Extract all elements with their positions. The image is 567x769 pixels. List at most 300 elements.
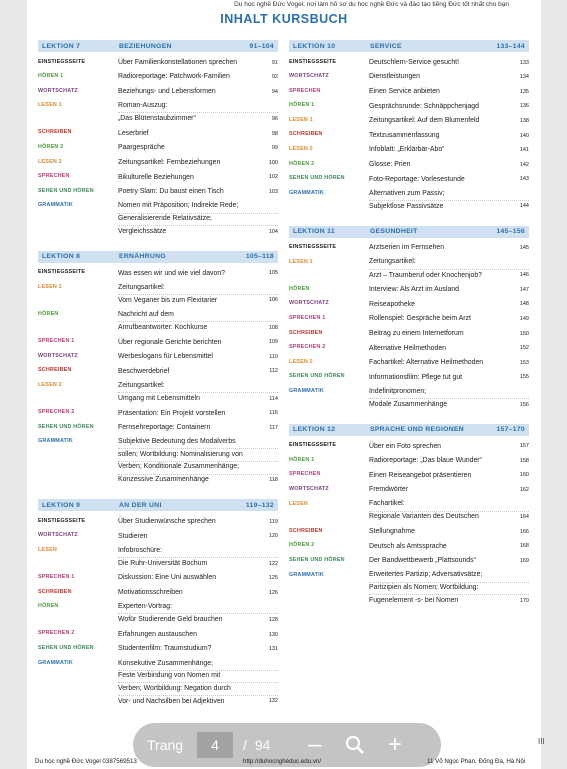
entry-text xyxy=(118,55,278,70)
toc-entry[interactable] xyxy=(289,282,529,297)
entry-line xyxy=(118,201,278,214)
entry-page-number: 149 xyxy=(519,316,529,323)
entry-skill-label: SCHREIBEN xyxy=(38,367,72,374)
toc-entry[interactable] xyxy=(38,170,278,185)
entry-title: Regionale Varianten des Deutschen xyxy=(369,513,479,521)
entry-page-number: 133 xyxy=(519,59,529,66)
entry-line xyxy=(118,101,278,114)
entry-skill-label: LESEN 1 xyxy=(38,102,62,109)
entry-skill-label: SEHEN UND HÖREN xyxy=(289,556,345,563)
entry-skill-label: LESEN 2 xyxy=(38,158,62,165)
entry-title: Beitrag zu einem Internetforum xyxy=(369,329,464,337)
footer-address: 11 Võ Ngọc Phan, Đống Đa, Hà Nội xyxy=(427,758,526,765)
toc-entry[interactable] xyxy=(289,341,529,356)
toc-entry[interactable] xyxy=(289,539,529,554)
entry-title: Nachricht auf dem xyxy=(118,310,174,318)
lesson-theme: AN DER UNI xyxy=(119,501,162,509)
entry-page-number: 146 xyxy=(519,272,529,279)
entry-text xyxy=(369,341,529,356)
entry-text xyxy=(118,184,278,199)
entry-skill-label: SCHREIBEN xyxy=(289,329,323,336)
entry-title: Umgang mit Lebensmitteln xyxy=(118,394,200,402)
lesson-block xyxy=(38,251,278,488)
entry-page-number: 143 xyxy=(519,176,529,183)
entry-page-number: 118 xyxy=(269,477,278,484)
entry-line xyxy=(118,408,278,421)
entry-title: Präsentation: Ein Projekt vorstellen xyxy=(118,409,226,417)
toc-entry[interactable] xyxy=(38,155,278,170)
entry-text xyxy=(118,280,278,307)
entry-skill-label: HÖREN 1 xyxy=(289,456,315,463)
entry-line xyxy=(369,512,529,525)
entry-skill-label: GRAMMATIK xyxy=(289,387,324,394)
entry-page-number: 141 xyxy=(519,147,529,154)
entry-title: „Das Blütenstaubzimmer“ xyxy=(118,115,196,123)
entry-page-number: 94 xyxy=(271,88,278,95)
toc-entry[interactable] xyxy=(289,143,529,158)
toc-entry[interactable] xyxy=(38,99,278,126)
toc-entry[interactable] xyxy=(289,482,529,497)
entry-line xyxy=(118,86,278,99)
entry-text xyxy=(118,99,278,126)
entry-title: Deutsch als Amtssprache xyxy=(369,542,447,550)
entry-line xyxy=(118,72,278,85)
entry-title: Glosse: Prien xyxy=(369,161,411,168)
entry-text xyxy=(118,435,278,487)
entry-title: Infobroschüre: xyxy=(118,546,163,554)
entry-skill-label: GRAMMATIK xyxy=(38,438,73,445)
entry-skill-label: SPRECHEN xyxy=(38,173,70,180)
entry-text xyxy=(369,468,529,483)
entry-line xyxy=(369,299,529,312)
entry-page-number: 140 xyxy=(519,132,529,139)
lesson-page-range: 157–170 xyxy=(496,426,525,434)
entry-line xyxy=(118,437,278,450)
entry-title: Gesprächsrunde: Schnäppchenjagd xyxy=(369,102,479,110)
entry-title: Infoblatt: „Erklärbär-Abo“ xyxy=(369,146,445,154)
entry-title: Rollenspiel: Gespräche beim Arzt xyxy=(369,315,471,323)
lesson-entries xyxy=(289,55,529,214)
toc-entry[interactable] xyxy=(38,280,278,307)
entry-skill-label: LESEN 2 xyxy=(38,381,62,388)
entry-skill-label: SPRECHEN 1 xyxy=(38,338,75,345)
entry-line xyxy=(369,243,529,256)
entry-page-number: 114 xyxy=(269,395,278,402)
toc-entry[interactable] xyxy=(38,84,278,99)
entry-line xyxy=(369,328,529,341)
entry-skill-label: LESEN xyxy=(38,546,57,553)
entry-line xyxy=(369,595,529,608)
toc-entry[interactable] xyxy=(289,568,529,608)
entry-title: Werbeslogans für Lebensmittel xyxy=(118,353,213,361)
entry-text xyxy=(118,585,278,600)
entry-text xyxy=(118,349,278,364)
entry-text xyxy=(118,84,278,99)
entry-page-number: 120 xyxy=(268,533,278,540)
entry-line xyxy=(369,86,529,99)
entry-line xyxy=(369,484,529,497)
toc-entry[interactable] xyxy=(289,370,529,385)
entry-title: Einen Reiseangebot präsentieren xyxy=(369,471,472,479)
toc-entry[interactable] xyxy=(289,326,529,341)
entry-skill-label: SPRECHEN 1 xyxy=(289,315,326,321)
document-page xyxy=(27,0,541,769)
entry-page-number: 104 xyxy=(268,228,278,235)
entry-line xyxy=(118,128,278,141)
toc-entry[interactable] xyxy=(289,55,529,70)
entry-title: Roman-Auszug: xyxy=(118,102,168,110)
entry-page-number: 103 xyxy=(268,188,278,195)
toc-entry[interactable] xyxy=(38,600,278,627)
toc-entry[interactable] xyxy=(289,384,529,411)
toc-entry[interactable] xyxy=(38,266,278,281)
entry-title: Über ein Foto sprechen xyxy=(369,442,442,450)
entry-title: Der Bandwettbewerb „Plattsounds“ xyxy=(369,557,476,565)
entry-text xyxy=(369,113,529,128)
entry-title: Studieren xyxy=(118,532,148,540)
entry-skill-label: HÖREN xyxy=(38,311,59,317)
toc-entry[interactable] xyxy=(289,172,529,187)
entry-text xyxy=(369,497,529,524)
entry-skill-label: SCHREIBEN xyxy=(289,527,323,534)
entry-line xyxy=(118,558,278,571)
entry-line xyxy=(118,658,278,671)
toc-entry[interactable] xyxy=(38,585,278,600)
entry-skill-label: HÖREN 1 xyxy=(38,73,64,80)
entry-page-number: 126 xyxy=(268,589,278,596)
entry-page-number: 100 xyxy=(268,159,278,166)
entry-line xyxy=(369,72,529,85)
entry-text xyxy=(369,241,529,256)
entry-skill-label: HÖREN 2 xyxy=(289,160,315,167)
toc-entry[interactable] xyxy=(38,420,278,435)
entry-text xyxy=(118,70,278,85)
entry-page-number: 108 xyxy=(268,324,278,331)
entry-title: Erfahrungen austauschen xyxy=(118,630,197,638)
entry-skill-label: WORTSCHATZ xyxy=(289,73,329,80)
entry-skill-label: EINSTIEGSSEITE xyxy=(38,517,86,524)
entry-line xyxy=(369,499,529,512)
entry-text xyxy=(369,186,529,213)
entry-line xyxy=(118,337,278,350)
toc-entry[interactable] xyxy=(289,186,529,213)
zoom-in-button[interactable] xyxy=(375,725,415,765)
entry-text xyxy=(369,84,529,99)
entry-title: Diskussion: Eine Uni auswählen xyxy=(118,574,217,582)
lesson-header xyxy=(38,40,278,52)
entry-page-number: 105 xyxy=(268,270,278,277)
toc-entry[interactable] xyxy=(38,126,278,141)
toc-entry[interactable] xyxy=(289,70,529,85)
toc-entry[interactable] xyxy=(289,84,529,99)
entry-line xyxy=(118,587,278,600)
entry-skill-label: SEHEN UND HÖREN xyxy=(38,187,94,194)
entry-line xyxy=(369,201,529,214)
entry-page-number: 119 xyxy=(269,518,278,525)
entry-text xyxy=(118,529,278,544)
entry-title: Konsekutive Zusammenhänge; xyxy=(118,659,213,667)
toc-entry[interactable] xyxy=(38,406,278,421)
entry-title: Beschwerdebrief xyxy=(118,367,170,375)
entry-page-number: 144 xyxy=(519,203,529,210)
entry-page-number: 147 xyxy=(519,286,529,293)
entry-line xyxy=(118,380,278,393)
lesson-header xyxy=(289,40,529,52)
zoom-button[interactable] xyxy=(335,725,375,765)
entry-skill-label: GRAMMATIK xyxy=(289,189,324,196)
entry-line xyxy=(369,570,529,583)
entry-skill-label: SEHEN UND HÖREN xyxy=(38,645,94,652)
entry-title: Die Ruhr-Universität Bochum xyxy=(118,559,208,567)
entry-line xyxy=(369,455,529,468)
watermark-text: Du học nghề Đức Vogel, nơi làm hồ sơ du học nghề Đức và đào tạo tiếng Đức tốt nhất cho bạn xyxy=(234,1,509,8)
toc-entry[interactable] xyxy=(289,355,529,370)
entry-skill-label: SPRECHEN xyxy=(289,87,321,94)
toc-entry[interactable] xyxy=(289,113,529,128)
lesson-theme: ERNÄHRUNG xyxy=(119,253,166,261)
entry-title: Verben; Wortbildung: Negation durch xyxy=(118,684,231,692)
entry-title: Alternative Heilmethoden xyxy=(369,344,446,352)
entry-title: Alternativen zum Passiv; xyxy=(369,189,445,197)
entry-title: Paargespräche xyxy=(118,144,165,152)
toc-entry[interactable] xyxy=(38,543,278,570)
entry-text xyxy=(118,266,278,281)
entry-page-number: 117 xyxy=(269,424,278,431)
toc-entry[interactable] xyxy=(289,312,529,327)
entry-title: Radioreportage: Patchwork-Familien xyxy=(118,73,230,81)
entry-title: Fernsehreportage: Containern xyxy=(118,424,211,432)
entry-title: Zeitungsartikel: xyxy=(118,381,165,389)
entry-skill-label: HÖREN 2 xyxy=(38,144,64,151)
entry-title: Zeitungsartikel: xyxy=(369,258,416,266)
entry-line xyxy=(118,172,278,185)
entry-title: Fremdwörter xyxy=(369,486,409,494)
entry-text xyxy=(369,312,529,327)
toc-entry[interactable] xyxy=(289,439,529,454)
toc-entry[interactable] xyxy=(289,99,529,114)
toc-entry[interactable] xyxy=(289,553,529,568)
entry-line xyxy=(118,545,278,558)
toc-entry[interactable] xyxy=(38,184,278,199)
entry-title: Partizipien als Nomen; Wortbildung: xyxy=(369,583,479,591)
entry-line xyxy=(369,314,529,327)
entry-line xyxy=(369,270,529,283)
lesson-theme: SERVICE xyxy=(370,42,402,50)
entry-text xyxy=(369,55,529,70)
lesson-number: LEKTION 8 xyxy=(42,253,81,261)
toc-entry[interactable] xyxy=(289,453,529,468)
entry-page-number: 160 xyxy=(519,472,529,479)
toc-entry[interactable] xyxy=(289,524,529,539)
entry-text xyxy=(118,378,278,405)
entry-line xyxy=(369,57,529,70)
toc-entry[interactable] xyxy=(38,514,278,529)
entry-text xyxy=(118,406,278,421)
entry-line xyxy=(118,629,278,642)
entry-page-number: 128 xyxy=(268,616,278,623)
toc-entry[interactable] xyxy=(289,497,529,524)
entry-text xyxy=(118,543,278,570)
entry-line xyxy=(118,683,278,696)
toc-entry[interactable] xyxy=(38,141,278,156)
entry-title: Informationsfilm: Pflege tut gut xyxy=(369,373,463,381)
toc-entry[interactable] xyxy=(38,364,278,379)
toc-column-right xyxy=(289,40,529,620)
entry-title: Über Studienwünsche sprechen xyxy=(118,518,216,526)
entry-page-number: 150 xyxy=(519,330,529,337)
entry-page-number: 162 xyxy=(519,486,529,493)
toc-entry[interactable] xyxy=(38,642,278,657)
entry-line xyxy=(118,393,278,406)
lesson-block xyxy=(38,499,278,708)
toc-entry[interactable] xyxy=(289,128,529,143)
entry-title: Deutschlern-Service gesucht! xyxy=(369,58,460,66)
entry-page-number: 153 xyxy=(519,359,529,366)
entry-line xyxy=(369,372,529,385)
entry-text xyxy=(369,70,529,85)
entry-text xyxy=(118,600,278,627)
lesson-page-range: 91–104 xyxy=(249,42,274,50)
entry-skill-label: EINSTIEGSSEITE xyxy=(289,58,337,65)
entry-title: Zeitungsartikel: Fernbeziehungen xyxy=(118,159,221,166)
lesson-theme: GESUNDHEIT xyxy=(370,228,418,236)
entry-line xyxy=(118,143,278,156)
entry-text xyxy=(369,553,529,568)
entry-title: Arzt – Traumberuf oder Knochenjob? xyxy=(369,271,482,279)
entry-page-number: 142 xyxy=(519,161,529,168)
entry-title: Arztserien im Fernsehen xyxy=(369,244,445,252)
entry-title: Motivationsschreiben xyxy=(118,589,183,597)
entry-title: Fugenelement -s- bei Nomen xyxy=(369,597,459,605)
toc-entry[interactable] xyxy=(38,529,278,544)
entry-line xyxy=(118,186,278,199)
entry-line xyxy=(118,268,278,281)
entry-title: Was essen wir und wie viel davon? xyxy=(118,269,225,277)
entry-skill-label: SPRECHEN 1 xyxy=(38,574,75,581)
magnifier-icon xyxy=(345,735,365,755)
entry-title: Wofür Studierende Geld brauchen xyxy=(118,616,223,624)
entry-title: Dienstleistungen xyxy=(369,73,420,81)
entry-line xyxy=(369,188,529,201)
lesson-block xyxy=(289,40,529,214)
entry-line xyxy=(369,583,529,596)
toc-entry[interactable] xyxy=(289,241,529,256)
entry-page-number: 125 xyxy=(268,575,278,582)
toc-entry[interactable] xyxy=(289,255,529,282)
entry-text xyxy=(118,514,278,529)
entry-page-number: 136 xyxy=(519,103,529,110)
entry-title: Zeitungsartikel: Auf dem Blumenfeld xyxy=(369,117,480,125)
toc-entry[interactable] xyxy=(38,349,278,364)
entry-title: Erweitertes Partizip; Adversativsätze; xyxy=(369,571,483,579)
entry-line xyxy=(118,422,278,435)
lesson-theme: SPRACHE UND REGIONEN xyxy=(370,426,464,434)
toc-entry[interactable] xyxy=(38,627,278,642)
lesson-entries xyxy=(289,241,529,412)
entry-skill-label: GRAMMATIK xyxy=(38,202,73,209)
entry-text xyxy=(369,172,529,187)
entry-line xyxy=(369,470,529,483)
entry-line xyxy=(118,366,278,379)
entry-title: Über Familienkonstellationen sprechen xyxy=(118,58,238,66)
entry-page-number: 98 xyxy=(271,130,278,137)
entry-line xyxy=(118,449,278,462)
entry-line xyxy=(369,257,529,270)
entry-line xyxy=(118,602,278,615)
toc-entry[interactable] xyxy=(38,70,278,85)
toc-entry[interactable] xyxy=(38,308,278,335)
lesson-theme: BEZIEHUNGEN xyxy=(119,42,172,50)
entry-line xyxy=(369,541,529,554)
lesson-number: LEKTION 12 xyxy=(293,426,336,434)
entry-line xyxy=(369,115,529,128)
entry-page-number: 91 xyxy=(271,59,278,66)
pager-separator: / xyxy=(243,737,247,753)
entry-text xyxy=(369,568,529,608)
lesson-number: LEKTION 10 xyxy=(293,42,336,50)
entry-line xyxy=(118,351,278,364)
entry-skill-label: HÖREN 1 xyxy=(289,102,315,109)
entry-skill-label: LESEN xyxy=(289,500,308,507)
entry-line xyxy=(369,357,529,370)
toc-entry[interactable] xyxy=(38,378,278,405)
entry-text xyxy=(118,420,278,435)
entry-line xyxy=(118,57,278,70)
entry-title: Vor- und Nachsilben bei Adjektiven xyxy=(118,697,225,705)
entry-page-number: 109 xyxy=(268,339,278,346)
minus-icon: – xyxy=(308,731,322,758)
entry-text xyxy=(118,571,278,586)
entry-skill-label: GRAMMATIK xyxy=(289,571,324,578)
lesson-page-range: 105–118 xyxy=(245,253,274,261)
toc-entry[interactable] xyxy=(38,335,278,350)
entry-title: Verben; Konditionale Zusammenhänge; xyxy=(118,463,240,471)
entry-text xyxy=(369,355,529,370)
entry-text xyxy=(369,282,529,297)
entry-skill-label: EINSTIEGSSEITE xyxy=(289,244,337,251)
toc-entry[interactable] xyxy=(38,199,278,239)
pager-label: Trang xyxy=(147,737,184,753)
entry-page-number: 135 xyxy=(519,88,529,95)
entry-line xyxy=(118,516,278,529)
entry-title: Fachartikel: xyxy=(369,500,405,508)
entry-skill-label: EINSTIEGSSEITE xyxy=(38,58,86,65)
toc-entry[interactable] xyxy=(38,571,278,586)
lesson-page-range: 145–156 xyxy=(496,228,525,236)
toc-entry[interactable] xyxy=(289,297,529,312)
toc-entry[interactable] xyxy=(38,55,278,70)
entry-title: Leserbrief xyxy=(118,129,149,137)
entry-title: Fachartikel: Alternative Heilmethoden xyxy=(369,359,484,367)
entry-page-number: 148 xyxy=(519,301,529,308)
lesson-header xyxy=(289,424,529,436)
footer-contact: Du học nghề Đức Vogel 0387569513 xyxy=(35,758,137,765)
toc-entry[interactable] xyxy=(289,157,529,172)
toc-entry[interactable] xyxy=(289,468,529,483)
toc-entry[interactable] xyxy=(38,435,278,487)
entry-text xyxy=(369,384,529,411)
entry-title: Konzessive Zusammenhänge xyxy=(118,476,209,484)
entry-line xyxy=(118,113,278,126)
entry-text xyxy=(118,155,278,170)
entry-skill-label: SPRECHEN 2 xyxy=(38,409,75,416)
entry-line xyxy=(118,310,278,323)
footer-url: http://duhocnghéduc.edu.vn/ xyxy=(243,758,322,765)
entry-line xyxy=(118,226,278,239)
page-number-input[interactable] xyxy=(197,732,233,758)
entry-title: Beziehungs- und Lebensformen xyxy=(118,88,216,96)
toc-entry[interactable] xyxy=(38,656,278,708)
